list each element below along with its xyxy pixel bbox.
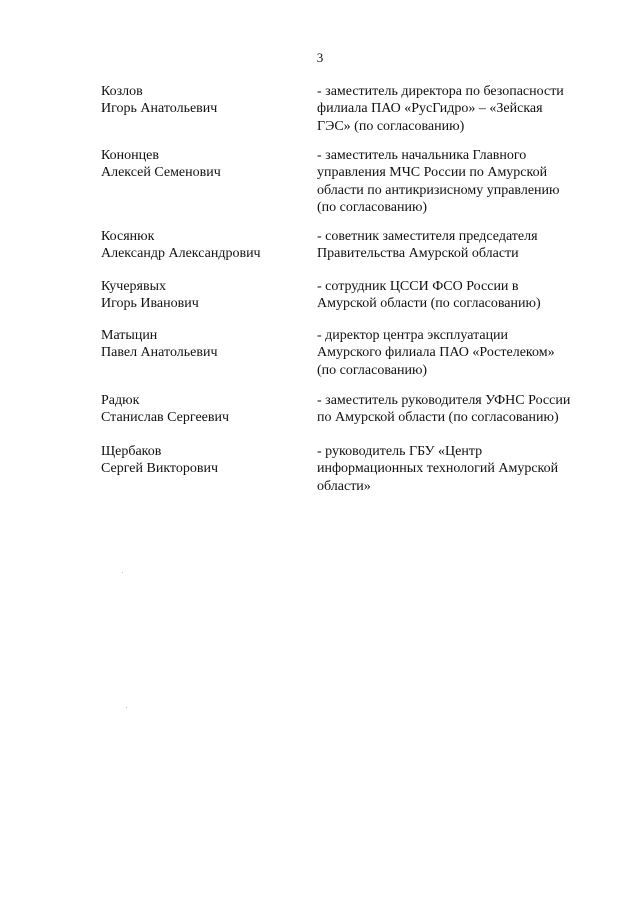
- member-role: [317, 443, 602, 495]
- member-role: [317, 278, 602, 313]
- member-given-names: Павел Анатольевич: [101, 345, 218, 361]
- role-line: филиала ПАО «РусГидро» – «Зейская: [317, 101, 543, 117]
- role-line: - сотрудник ЦССИ ФСО России в: [317, 279, 519, 294]
- scan-speck: [126, 707, 127, 708]
- member-name: [101, 392, 301, 427]
- role-line: области»: [317, 478, 371, 494]
- member-role: [317, 327, 602, 379]
- role-line: Амурской области (по согласованию): [317, 296, 541, 312]
- member-given-names: Александр Александрович: [101, 246, 261, 262]
- member-role: [317, 228, 602, 263]
- member-surname: Радюк: [101, 393, 140, 408]
- member-name: [101, 327, 301, 362]
- member-given-names: Станислав Сергеевич: [101, 410, 230, 426]
- member-surname: Матыцин: [101, 328, 158, 343]
- role-line: информационных технологий Амурской: [317, 461, 559, 477]
- role-line: - заместитель начальника Главного: [317, 148, 527, 163]
- role-line: - советник заместителя председателя: [317, 229, 538, 244]
- role-line: ГЭС» (по согласованию): [317, 118, 465, 134]
- member-name: [101, 147, 301, 182]
- member-role: [317, 392, 602, 427]
- role-line: - руководитель ГБУ «Центр: [317, 444, 483, 459]
- role-line: - директор центра эксплуатации: [317, 328, 509, 343]
- member-role: [317, 83, 602, 135]
- role-line: - заместитель директора по безопасности: [317, 84, 564, 99]
- role-line: - заместитель руководителя УФНС России: [317, 393, 571, 408]
- member-given-names: Игорь Иванович: [101, 296, 199, 312]
- member-given-names: Сергей Викторович: [101, 461, 219, 477]
- role-line: (по согласованию): [317, 200, 428, 216]
- member-surname: Кучерявых: [101, 279, 166, 294]
- role-line: Правительства Амурской области: [317, 246, 519, 262]
- member-name: [101, 228, 301, 263]
- member-surname: Кононцев: [101, 148, 159, 163]
- member-surname: Козлов: [101, 84, 143, 99]
- member-name: [101, 278, 301, 313]
- member-given-names: Алексей Семенович: [101, 165, 221, 181]
- role-line: области по антикризисному управлению: [317, 182, 560, 198]
- member-surname: Косянюк: [101, 229, 155, 244]
- role-line: управления МЧС России по Амурской: [317, 165, 548, 181]
- scan-speck: [122, 572, 123, 573]
- role-line: Амурского филиала ПАО «Ростелеком»: [317, 345, 555, 361]
- role-line: по Амурской области (по согласованию): [317, 410, 559, 426]
- member-name: [101, 83, 301, 118]
- member-role: [317, 147, 602, 217]
- role-line: (по согласованию): [317, 362, 428, 378]
- member-surname: Щербаков: [101, 444, 162, 459]
- member-given-names: Игорь Анатольевич: [101, 101, 218, 117]
- page-number: 3: [316, 50, 324, 65]
- member-name: [101, 443, 301, 478]
